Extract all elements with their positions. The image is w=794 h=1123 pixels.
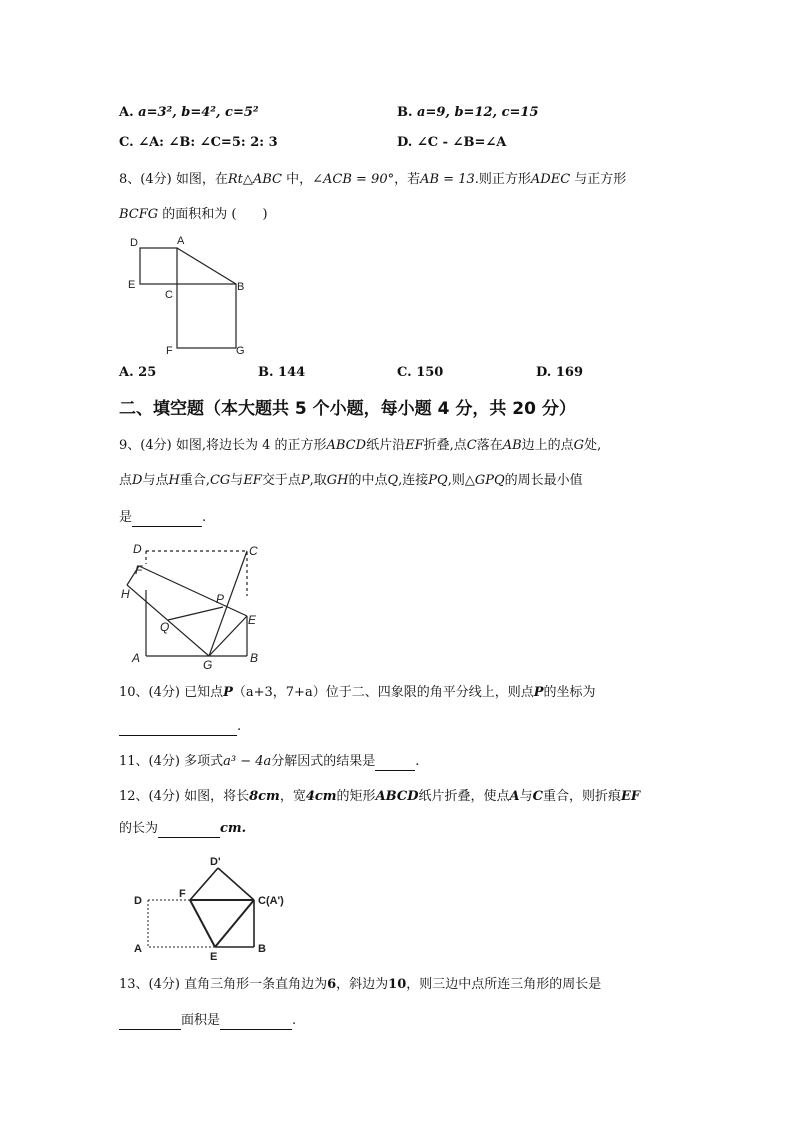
text: 交于点 (261, 473, 301, 488)
q9-stem-line3 (119, 509, 206, 527)
math-gh: GH (326, 473, 349, 488)
math-unit: cm. (220, 821, 247, 836)
text: 中， (281, 172, 313, 187)
label-e: E (210, 951, 218, 963)
text: 重合, (179, 473, 210, 488)
text: 12、(4分) 如图，将长 (119, 789, 250, 804)
option-letter: D. (536, 365, 552, 380)
q7-option-c (119, 134, 278, 152)
text: 与 (230, 473, 244, 488)
math-ab: AB = 13 (420, 172, 475, 187)
text: 面积是 (181, 1013, 221, 1028)
text: 与 (519, 789, 533, 804)
answer-blank[interactable] (132, 512, 202, 527)
q8-stem-line1 (119, 171, 626, 189)
math-p: P (533, 685, 544, 700)
text: 是 (119, 510, 133, 525)
label-h: H (121, 587, 130, 601)
option-letter: D. (397, 135, 413, 150)
q11-stem (119, 753, 419, 771)
text: 11、(4分) 多项式 (119, 754, 224, 769)
q8-stem-line2 (119, 206, 268, 224)
segment-ab (177, 248, 236, 284)
math-p: P (300, 473, 310, 488)
q8-option-b (258, 364, 305, 382)
text: 纸片折叠，使点 (418, 789, 510, 804)
label-g: G (203, 658, 213, 672)
segment-eg (209, 616, 247, 656)
text: ,取 (309, 473, 327, 488)
label-e: E (128, 279, 136, 291)
option-text: ∠C - ∠B=∠A (416, 135, 507, 150)
q8-option-c (397, 364, 443, 382)
math-q: Q (387, 473, 399, 488)
text: 重合，则折痕 (542, 789, 621, 804)
label-c: C (165, 289, 173, 301)
option-text: 144 (278, 365, 306, 380)
option-letter: C. (397, 365, 412, 380)
text: 与正方形 (570, 172, 627, 187)
math-a: A (509, 789, 520, 804)
math-ef: EF (621, 789, 641, 804)
text: 分解因式的结果是 (271, 754, 376, 769)
q13-stem-line2 (119, 1012, 296, 1030)
folded-edge-dashed (146, 551, 247, 596)
label-e: E (248, 613, 257, 627)
option-text: 169 (555, 365, 584, 380)
math-cg: CG (209, 473, 231, 488)
text: . (415, 754, 420, 769)
text: 位于二、四象限的角平分线上，则点 (325, 685, 534, 700)
label-p: P (216, 592, 225, 606)
text: 13、(4分) 直角三角形一条直角边为 (119, 977, 328, 992)
text: 的周长最小值 (504, 473, 583, 488)
segment-d-prime-c (218, 868, 254, 900)
label-f: F (179, 888, 186, 900)
answer-blank-area[interactable] (220, 1015, 292, 1030)
q8-figure (118, 230, 248, 360)
text: ,连接 (398, 473, 429, 488)
label-f: F (135, 563, 143, 577)
math-expression: a³ − 4a (223, 754, 272, 769)
text: . (237, 719, 242, 734)
segment-fe (139, 566, 247, 616)
q9-stem-line1 (119, 437, 601, 455)
math-c: C (532, 789, 543, 804)
text: 的坐标为 (543, 685, 596, 700)
math-width: 4cm (305, 789, 337, 804)
option-text: 150 (416, 365, 444, 380)
math-h: H (168, 473, 180, 488)
text: . (292, 1013, 297, 1028)
math-c: C (466, 438, 477, 453)
square-adec (140, 248, 177, 284)
q12-stem-line2 (119, 820, 246, 838)
square-bcfg (177, 284, 236, 348)
q7-option-b (397, 104, 538, 122)
text: 10、(4分) 已知点 (119, 685, 224, 700)
option-letter: C. (119, 135, 134, 150)
label-d: D (130, 237, 138, 249)
label-a: A (134, 943, 142, 955)
segment-cg (209, 551, 247, 656)
label-c-a-prime: C(A') (258, 895, 284, 907)
label-d: D (134, 895, 142, 907)
label-g: G (236, 345, 245, 357)
option-text: ∠A: ∠B: ∠C=5: 2: 3 (138, 135, 278, 150)
answer-blank[interactable] (158, 823, 220, 838)
math-pq: PQ (428, 473, 448, 488)
q10-stem-line2 (119, 718, 241, 736)
label-a: A (177, 235, 185, 247)
label-f: F (166, 345, 173, 357)
answer-blank[interactable] (119, 721, 237, 736)
math-rt-abc: Rt△ABC (227, 172, 282, 187)
label-q: Q (160, 620, 170, 634)
text: 边上的点 (521, 438, 574, 453)
math-six: 6 (327, 977, 337, 992)
math-gpq: △GPQ (464, 473, 505, 488)
text: ,则 (447, 473, 465, 488)
text: 的长为 (119, 821, 159, 836)
math-angle: ∠ACB = 90° (312, 172, 395, 187)
text: 与点 (142, 473, 169, 488)
option-letter: A. (119, 365, 134, 380)
math-abcd: ABCD (326, 438, 367, 453)
math-adec: ADEC (530, 172, 571, 187)
text: 的矩形 (336, 789, 376, 804)
q10-stem-line1 (119, 684, 596, 702)
math-ab: AB (502, 438, 522, 453)
text: 折叠,点 (423, 438, 467, 453)
segment-ce (215, 900, 254, 947)
math-length: 8cm (249, 789, 280, 804)
math-ef: EF (405, 438, 424, 453)
q7-option-d (397, 134, 506, 152)
text: ，若 (394, 172, 421, 187)
math-bcfg: BCFG (119, 207, 159, 222)
q12-stem-line1 (119, 788, 640, 806)
q7-option-a (119, 104, 259, 122)
math-ten: 10 (388, 977, 407, 992)
crease-fe (190, 900, 215, 947)
text: .则正方形 (474, 172, 531, 187)
text: . (202, 510, 207, 525)
label-d: D (133, 542, 142, 556)
math-p: P (223, 685, 233, 700)
label-a: A (132, 651, 141, 665)
math-ef: EF (243, 473, 262, 488)
text: 点 (119, 473, 133, 488)
text: 的面积和为 ( ) (158, 207, 268, 222)
text: ，宽 (279, 789, 306, 804)
label-b: B (250, 651, 259, 665)
section-title: 二、填空题（本大题共 5 个小题，每小题 4 分，共 20 分） (119, 399, 576, 419)
math-d: D (132, 473, 143, 488)
q9-stem-line2 (119, 472, 583, 490)
option-text: 25 (138, 365, 157, 380)
q13-stem-line1 (119, 976, 601, 994)
q8-number: 8、(4分) 如图，在 (119, 172, 228, 187)
text: 处, (584, 438, 602, 453)
segment-qp (168, 607, 223, 620)
option-letter: A. (119, 105, 134, 120)
text: 的中点 (348, 473, 388, 488)
q9-figure (117, 540, 277, 675)
label-b: B (258, 943, 266, 955)
label-b: B (237, 281, 245, 293)
answer-blank-perimeter[interactable] (119, 1015, 181, 1030)
math-coords: （a+3，7+a） (232, 685, 326, 700)
option-text: a=3², b=4², c=5² (138, 105, 259, 120)
text: ，则三边中点所连三角形的周长是 (406, 977, 602, 992)
text: 9、(4分) 如图,将边长为 4 的正方形 (119, 438, 327, 453)
q12-figure (130, 852, 310, 962)
option-letter: B. (397, 105, 413, 120)
option-letter: B. (258, 365, 274, 380)
q8-option-d (536, 364, 583, 382)
label-d-prime: D' (210, 856, 221, 868)
math-abcd: ABCD (375, 789, 419, 804)
option-text: a=9, b=12, c=15 (417, 105, 539, 120)
text: ，斜边为 (336, 977, 389, 992)
answer-blank[interactable] (375, 756, 415, 771)
original-edge-dashed (148, 900, 215, 947)
text: 纸片沿 (366, 438, 406, 453)
math-g: G (573, 438, 585, 453)
q8-option-a (119, 364, 156, 382)
label-c: C (249, 544, 258, 558)
text: 落在 (476, 438, 503, 453)
segment-fd-prime (190, 868, 218, 900)
